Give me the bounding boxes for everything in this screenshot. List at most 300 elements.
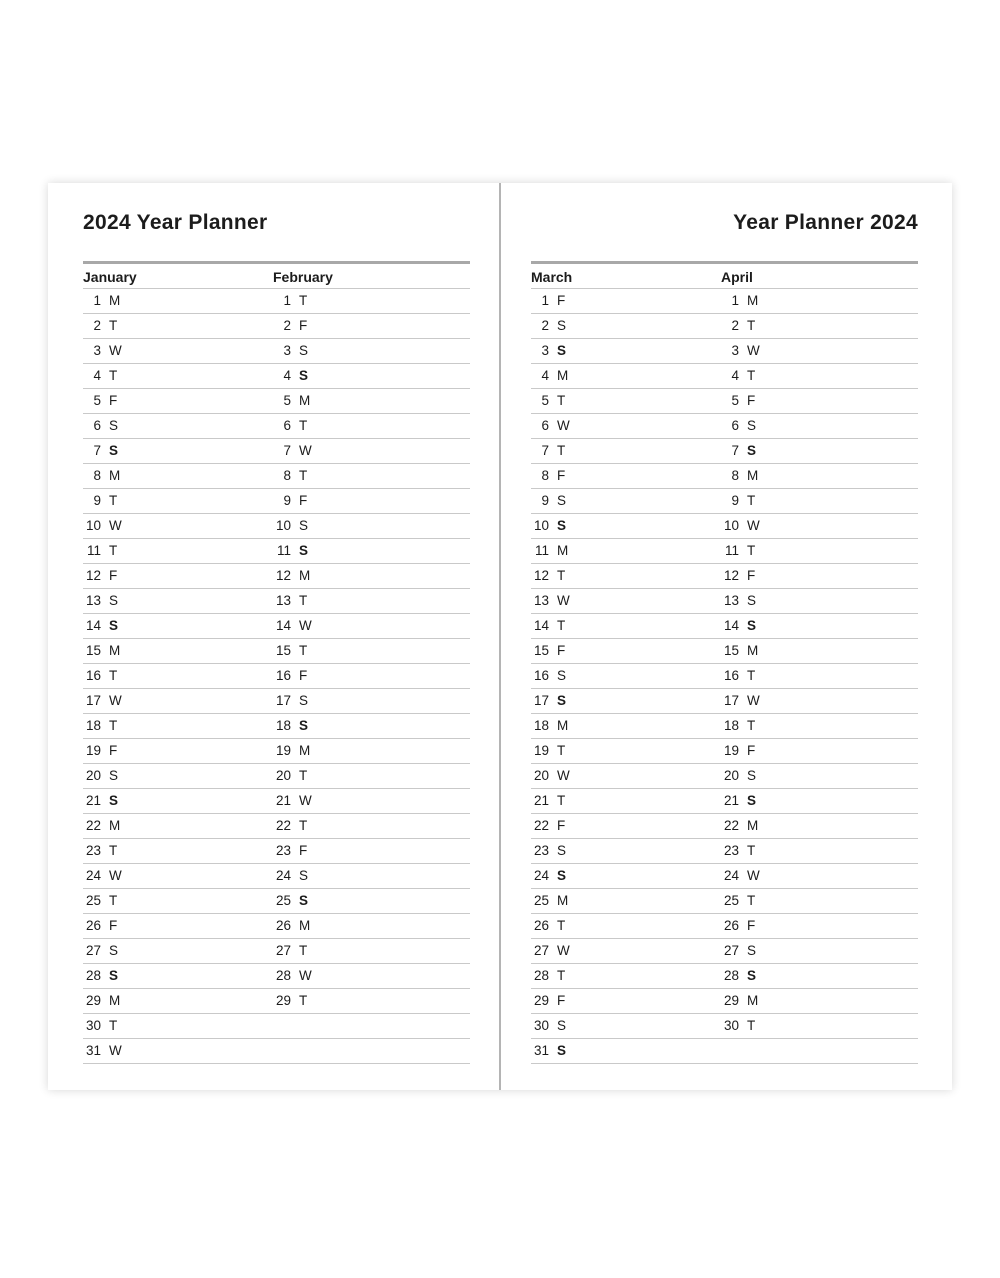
day-letter: W xyxy=(109,1043,122,1058)
day-number: 27 xyxy=(533,943,549,958)
day-row xyxy=(531,614,918,639)
day-letter: T xyxy=(747,1018,756,1033)
day-letter: T xyxy=(747,543,756,558)
day-row xyxy=(83,339,470,364)
day-cell xyxy=(721,739,918,763)
day-letter: S xyxy=(109,768,119,783)
day-number: 10 xyxy=(275,518,291,533)
day-row xyxy=(531,464,918,489)
day-cell xyxy=(721,339,918,363)
day-letter: M xyxy=(109,643,121,658)
day-letter: M xyxy=(299,918,311,933)
day-row xyxy=(83,464,470,489)
day-row xyxy=(83,964,470,989)
day-cell xyxy=(273,964,470,988)
day-number: 23 xyxy=(723,843,739,858)
day-row xyxy=(531,839,918,864)
day-number: 16 xyxy=(533,668,549,683)
day-cell xyxy=(531,864,721,888)
day-number: 6 xyxy=(93,418,101,433)
day-number: 24 xyxy=(85,868,101,883)
day-row xyxy=(83,614,470,639)
day-number: 4 xyxy=(93,368,101,383)
day-letter: S xyxy=(557,1043,567,1058)
day-cell xyxy=(83,389,273,413)
day-letter: F xyxy=(557,468,566,483)
day-number: 16 xyxy=(85,668,101,683)
day-letter: W xyxy=(109,868,122,883)
day-row xyxy=(531,664,918,689)
day-row xyxy=(83,439,470,464)
day-row xyxy=(83,664,470,689)
day-letter: M xyxy=(747,818,759,833)
day-letter: M xyxy=(109,818,121,833)
day-cell xyxy=(273,689,470,713)
day-cell xyxy=(273,1014,470,1038)
day-row xyxy=(531,414,918,439)
day-number: 10 xyxy=(723,518,739,533)
day-number: 28 xyxy=(85,968,101,983)
day-letter: T xyxy=(747,318,756,333)
day-letter: M xyxy=(299,393,311,408)
day-number: 4 xyxy=(731,368,739,383)
day-letter: S xyxy=(747,793,757,808)
day-row xyxy=(83,864,470,889)
day-letter: F xyxy=(109,743,118,758)
day-cell xyxy=(83,564,273,588)
day-row xyxy=(83,739,470,764)
day-cell xyxy=(273,989,470,1013)
day-number: 6 xyxy=(283,418,291,433)
day-number: 28 xyxy=(275,968,291,983)
day-number: 30 xyxy=(723,1018,739,1033)
day-cell xyxy=(721,414,918,438)
day-cell xyxy=(721,564,918,588)
day-number: 26 xyxy=(533,918,549,933)
day-cell xyxy=(83,714,273,738)
day-cell xyxy=(273,439,470,463)
day-cell xyxy=(531,539,721,563)
day-row xyxy=(83,389,470,414)
day-letter: W xyxy=(299,618,312,633)
day-number: 21 xyxy=(723,793,739,808)
day-letter: S xyxy=(109,793,119,808)
day-number: 14 xyxy=(723,618,739,633)
day-number: 20 xyxy=(723,768,739,783)
day-letter: M xyxy=(747,643,759,658)
day-cell xyxy=(721,1039,918,1063)
day-number: 15 xyxy=(85,643,101,658)
day-number: 25 xyxy=(275,893,291,908)
day-row xyxy=(83,564,470,589)
month-header-march: March xyxy=(531,269,573,285)
day-cell xyxy=(721,439,918,463)
day-letter: T xyxy=(557,968,566,983)
day-cell xyxy=(721,364,918,388)
day-letter: T xyxy=(299,418,308,433)
day-letter: W xyxy=(299,793,312,808)
day-number: 3 xyxy=(283,343,291,358)
day-number: 30 xyxy=(85,1018,101,1033)
day-number: 6 xyxy=(731,418,739,433)
day-letter: S xyxy=(557,693,567,708)
day-letter: T xyxy=(109,368,118,383)
day-cell xyxy=(721,889,918,913)
day-number: 12 xyxy=(85,568,101,583)
day-cell xyxy=(721,964,918,988)
day-row xyxy=(531,539,918,564)
day-number: 29 xyxy=(723,993,739,1008)
day-number: 12 xyxy=(275,568,291,583)
day-number: 12 xyxy=(723,568,739,583)
day-number: 20 xyxy=(85,768,101,783)
day-number: 13 xyxy=(723,593,739,608)
day-cell xyxy=(83,939,273,963)
day-number: 11 xyxy=(534,543,549,558)
month-header-april: April xyxy=(721,269,753,285)
day-row xyxy=(83,364,470,389)
day-number: 8 xyxy=(93,468,101,483)
day-cell xyxy=(83,1014,273,1038)
day-letter: S xyxy=(557,868,567,883)
day-cell xyxy=(531,839,721,863)
day-number: 5 xyxy=(731,393,739,408)
day-letter: T xyxy=(109,318,118,333)
day-letter: S xyxy=(557,1018,567,1033)
day-number: 13 xyxy=(275,593,291,608)
day-number: 18 xyxy=(723,718,739,733)
day-letter: T xyxy=(747,368,756,383)
day-cell xyxy=(531,514,721,538)
day-number: 15 xyxy=(533,643,549,658)
day-row xyxy=(83,989,470,1014)
day-number: 3 xyxy=(541,343,549,358)
day-letter: T xyxy=(557,743,566,758)
day-letter: T xyxy=(557,618,566,633)
day-cell xyxy=(721,489,918,513)
day-row xyxy=(83,489,470,514)
day-number: 18 xyxy=(275,718,291,733)
day-cell xyxy=(83,664,273,688)
day-letter: T xyxy=(109,668,118,683)
day-cell xyxy=(83,889,273,913)
day-row xyxy=(83,539,470,564)
day-letter: T xyxy=(299,768,308,783)
day-cell xyxy=(531,614,721,638)
day-letter: S xyxy=(747,593,757,608)
day-cell xyxy=(721,614,918,638)
day-number: 25 xyxy=(533,893,549,908)
day-cell xyxy=(83,514,273,538)
day-row xyxy=(531,564,918,589)
day-cell xyxy=(83,989,273,1013)
day-cell xyxy=(721,589,918,613)
month-header-row xyxy=(531,264,918,289)
day-letter: F xyxy=(299,318,308,333)
month-header-february: February xyxy=(273,269,333,285)
day-cell xyxy=(273,339,470,363)
day-number: 25 xyxy=(723,893,739,908)
day-number: 27 xyxy=(85,943,101,958)
day-cell xyxy=(273,414,470,438)
day-cell xyxy=(721,664,918,688)
day-row xyxy=(531,589,918,614)
day-cell xyxy=(721,914,918,938)
day-letter: W xyxy=(557,943,570,958)
day-cell xyxy=(273,389,470,413)
day-row xyxy=(83,814,470,839)
day-number: 24 xyxy=(723,868,739,883)
day-number: 3 xyxy=(93,343,101,358)
day-row xyxy=(531,939,918,964)
day-letter: T xyxy=(747,493,756,508)
day-cell xyxy=(273,539,470,563)
day-cell xyxy=(721,989,918,1013)
day-row xyxy=(531,714,918,739)
day-row xyxy=(83,939,470,964)
day-letter: S xyxy=(109,618,119,633)
day-cell xyxy=(83,739,273,763)
day-number: 26 xyxy=(275,918,291,933)
day-number: 8 xyxy=(731,468,739,483)
day-letter: T xyxy=(557,443,566,458)
day-cell xyxy=(531,414,721,438)
day-row xyxy=(83,639,470,664)
day-letter: F xyxy=(557,643,566,658)
day-number: 19 xyxy=(275,743,291,758)
day-cell xyxy=(531,789,721,813)
day-letter: T xyxy=(109,718,118,733)
day-letter: S xyxy=(557,493,567,508)
page-left xyxy=(48,183,500,1090)
day-number: 19 xyxy=(533,743,549,758)
day-cell xyxy=(273,764,470,788)
day-number: 31 xyxy=(533,1043,549,1058)
day-letter: M xyxy=(299,743,311,758)
day-letter: S xyxy=(299,868,309,883)
day-row xyxy=(531,1014,918,1039)
day-row xyxy=(531,439,918,464)
day-row xyxy=(531,789,918,814)
day-letter: W xyxy=(747,518,760,533)
day-number: 10 xyxy=(85,518,101,533)
day-letter: F xyxy=(299,668,308,683)
day-cell xyxy=(83,839,273,863)
day-cell xyxy=(721,389,918,413)
day-number: 22 xyxy=(533,818,549,833)
day-letter: W xyxy=(299,443,312,458)
day-number: 24 xyxy=(533,868,549,883)
day-row xyxy=(83,764,470,789)
day-cell xyxy=(531,889,721,913)
day-cell xyxy=(721,839,918,863)
day-letter: F xyxy=(299,493,308,508)
day-number: 15 xyxy=(723,643,739,658)
day-letter: W xyxy=(299,968,312,983)
day-row xyxy=(531,364,918,389)
day-number: 17 xyxy=(533,693,549,708)
day-letter: M xyxy=(747,993,759,1008)
day-row xyxy=(531,289,918,314)
day-letter: S xyxy=(299,693,309,708)
day-row xyxy=(531,814,918,839)
day-cell xyxy=(531,814,721,838)
day-letter: S xyxy=(557,843,567,858)
day-letter: M xyxy=(299,568,311,583)
month-header-row xyxy=(83,264,470,289)
day-number: 8 xyxy=(283,468,291,483)
day-row xyxy=(83,889,470,914)
day-cell xyxy=(721,689,918,713)
day-cell xyxy=(83,589,273,613)
day-letter: W xyxy=(747,693,760,708)
day-letter: S xyxy=(557,318,567,333)
day-number: 13 xyxy=(85,593,101,608)
day-number: 14 xyxy=(533,618,549,633)
day-cell xyxy=(273,789,470,813)
day-number: 2 xyxy=(541,318,549,333)
day-row xyxy=(83,714,470,739)
day-number: 18 xyxy=(533,718,549,733)
day-row xyxy=(83,789,470,814)
day-number: 5 xyxy=(541,393,549,408)
day-letter: T xyxy=(557,918,566,933)
day-number: 12 xyxy=(533,568,549,583)
day-cell xyxy=(531,339,721,363)
day-row xyxy=(83,1014,470,1039)
day-row xyxy=(531,914,918,939)
day-letter: T xyxy=(557,568,566,583)
day-number: 22 xyxy=(85,818,101,833)
day-letter: T xyxy=(299,593,308,608)
day-cell xyxy=(531,439,721,463)
day-number: 27 xyxy=(723,943,739,958)
day-number: 5 xyxy=(283,393,291,408)
day-letter: F xyxy=(747,393,756,408)
day-cell xyxy=(531,914,721,938)
day-cell xyxy=(83,464,273,488)
day-row xyxy=(83,839,470,864)
day-row xyxy=(531,514,918,539)
day-letter: M xyxy=(557,718,569,733)
day-letter: S xyxy=(299,368,309,383)
day-number: 27 xyxy=(275,943,291,958)
day-cell xyxy=(273,464,470,488)
day-cell xyxy=(721,814,918,838)
day-cell xyxy=(273,914,470,938)
day-cell xyxy=(721,789,918,813)
day-number: 18 xyxy=(85,718,101,733)
day-cell xyxy=(83,639,273,663)
day-cell xyxy=(83,1039,273,1063)
day-number: 1 xyxy=(731,293,739,308)
day-cell xyxy=(531,464,721,488)
day-cell xyxy=(273,664,470,688)
day-row xyxy=(531,989,918,1014)
day-number: 11 xyxy=(86,543,101,558)
day-cell xyxy=(721,314,918,338)
day-letter: M xyxy=(747,293,759,308)
day-row xyxy=(83,689,470,714)
day-number: 17 xyxy=(85,693,101,708)
day-letter: S xyxy=(299,543,309,558)
day-letter: S xyxy=(109,593,119,608)
day-letter: S xyxy=(299,343,309,358)
day-cell xyxy=(531,489,721,513)
day-number: 28 xyxy=(533,968,549,983)
day-number: 22 xyxy=(275,818,291,833)
day-letter: T xyxy=(299,468,308,483)
day-letter: T xyxy=(747,843,756,858)
day-row xyxy=(531,739,918,764)
day-row xyxy=(83,514,470,539)
day-cell xyxy=(273,364,470,388)
day-number: 17 xyxy=(275,693,291,708)
day-letter: F xyxy=(109,918,118,933)
day-number: 6 xyxy=(541,418,549,433)
day-row xyxy=(531,389,918,414)
day-cell xyxy=(721,714,918,738)
day-letter: T xyxy=(109,1018,118,1033)
day-letter: W xyxy=(109,343,122,358)
day-cell xyxy=(531,964,721,988)
day-letter: W xyxy=(109,518,122,533)
day-cell xyxy=(531,389,721,413)
day-number: 11 xyxy=(276,543,291,558)
day-number: 24 xyxy=(275,868,291,883)
day-cell xyxy=(531,639,721,663)
day-number: 20 xyxy=(275,768,291,783)
day-number: 5 xyxy=(93,393,101,408)
day-cell xyxy=(531,714,721,738)
day-number: 20 xyxy=(533,768,549,783)
day-letter: M xyxy=(557,543,569,558)
day-number: 26 xyxy=(85,918,101,933)
day-cell xyxy=(721,764,918,788)
day-letter: F xyxy=(557,993,566,1008)
planner-grid xyxy=(83,261,470,1064)
day-letter: S xyxy=(557,518,567,533)
day-cell xyxy=(273,314,470,338)
day-row xyxy=(531,689,918,714)
day-cell xyxy=(273,639,470,663)
day-letter: T xyxy=(109,843,118,858)
planner-grid xyxy=(531,261,918,1064)
day-cell xyxy=(531,314,721,338)
page-right xyxy=(500,183,952,1090)
day-cell xyxy=(83,439,273,463)
day-cell xyxy=(721,1014,918,1038)
day-cell xyxy=(531,1039,721,1063)
day-cell xyxy=(83,539,273,563)
day-cell xyxy=(83,364,273,388)
day-row xyxy=(83,314,470,339)
day-letter: S xyxy=(299,518,309,533)
day-letter: W xyxy=(557,593,570,608)
day-letter: T xyxy=(109,543,118,558)
day-cell xyxy=(531,764,721,788)
day-letter: W xyxy=(747,868,760,883)
page-title-right: Year Planner 2024 xyxy=(733,211,918,234)
day-number: 17 xyxy=(723,693,739,708)
day-cell xyxy=(273,614,470,638)
day-letter: S xyxy=(747,968,757,983)
day-row xyxy=(531,639,918,664)
day-letter: S xyxy=(747,443,757,458)
day-cell xyxy=(273,589,470,613)
day-cell xyxy=(273,714,470,738)
day-row xyxy=(531,339,918,364)
